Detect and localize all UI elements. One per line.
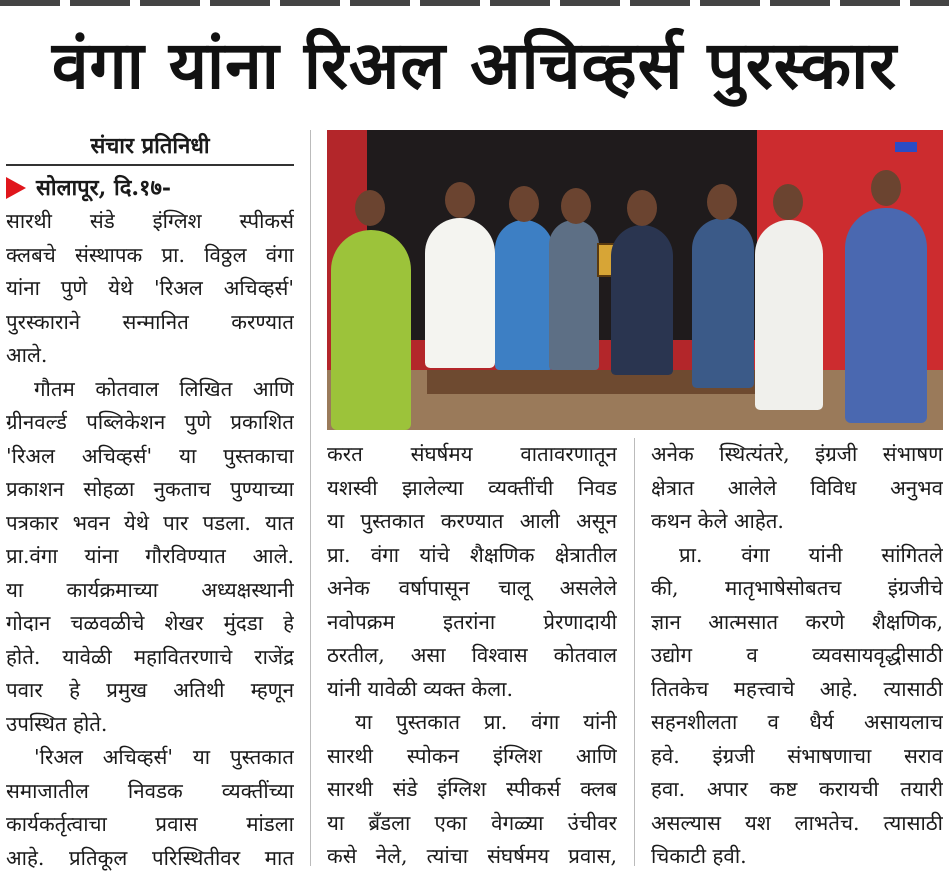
article-line: असल्यास यश लाभतेच. त्यासाठी: [651, 807, 943, 841]
article-line: ठरतील, असा विश्वास कोतवाल: [327, 639, 617, 673]
top-border: [0, 0, 949, 6]
person-5-head: [627, 190, 657, 226]
article-line: प्रा.वंगा यांना गौरविण्यात आले.: [6, 540, 294, 574]
article-line: हवे. इंग्रजी संभाषणाचा सराव: [651, 740, 943, 774]
article-line: कसे नेले, त्यांचा संघर्षमय प्रवास,: [327, 840, 617, 874]
person-6: [692, 218, 754, 388]
person-4: [549, 220, 599, 370]
article-line: होते. यावेळी महावितरणाचे राजेंद्र: [6, 641, 294, 675]
article-line: गौतम कोतवाल लिखित आणि: [6, 373, 294, 407]
headline: वंगा यांना रिअल अचिव्हर्स पुरस्कार: [0, 22, 949, 110]
person-8: [845, 208, 927, 423]
article-line: या कार्यक्रमाच्या अध्यक्षस्थानी: [6, 574, 294, 608]
article-line: प्रकाशन सोहळा नुकताच पुण्याच्या: [6, 473, 294, 507]
person-7: [755, 220, 823, 410]
person-5: [611, 225, 673, 375]
article-line: नवोपक्रम इतरांना प्रेरणादायी: [327, 606, 617, 640]
person-2: [425, 218, 495, 368]
article-line: अनेक वर्षापासून चालू असलेले: [327, 572, 617, 606]
article-line: सारथी संडे इंग्लिश स्पीकर्स क्लब: [327, 773, 617, 807]
article-line: क्षेत्रात आलेले विविध अनुभव: [651, 472, 943, 506]
article-line: कार्यकर्तृत्वाचा प्रवास मांडला: [6, 808, 294, 842]
article-line: पवार हे प्रमुख अतिथी म्हणून: [6, 674, 294, 708]
dateline: [6, 172, 171, 204]
article-line: यशस्वी झालेल्या व्यक्तींची निवड: [327, 472, 617, 506]
article-line: की, मातृभाषेसोबतच इंग्रजीचे: [651, 572, 943, 606]
article-line: सारथी संडे इंग्लिश स्पीकर्स: [6, 205, 294, 239]
article-line: पत्रकार भवन येथे पार पडला. यात: [6, 507, 294, 541]
article-column-2: [327, 438, 617, 874]
article-line: यांनी यावेळी व्यक्त केला.: [327, 673, 617, 707]
person-6-head: [707, 184, 737, 220]
column-divider: [310, 130, 311, 866]
article-line: समाजातील निवडक व्यक्तींच्या: [6, 775, 294, 809]
person-3: [495, 220, 553, 370]
person-8-head: [871, 170, 901, 206]
article-line: कथन केले आहेत.: [651, 505, 943, 539]
article-line: करत संघर्षमय वातावरणातून: [327, 438, 617, 472]
article-line: उद्योग व व्यवसायवृद्धीसाठी: [651, 639, 943, 673]
article-line: या पुस्तकात प्रा. वंगा यांनी: [327, 706, 617, 740]
article-line: चिकाटी हवी.: [651, 840, 943, 874]
article-line: गोदान चळवळीचे शेखर मुंदडा हे: [6, 607, 294, 641]
article-line: ग्रीनवर्ल्ड पब्लिकेशन पुणे प्रकाशित: [6, 406, 294, 440]
article-line: प्रा. वंगा यांचे शैक्षणिक क्षेत्रातील: [327, 539, 617, 573]
article-line: हवा. अपार कष्ट करायची तयारी: [651, 773, 943, 807]
person-3-head: [509, 186, 539, 222]
dateline-text: सोलापूर, दि.१७-: [36, 172, 171, 204]
column-divider: [634, 438, 635, 866]
article-line: आले.: [6, 339, 294, 373]
article-line: सारथी स्पोकन इंग्लिश आणि: [327, 740, 617, 774]
person-2-head: [445, 182, 475, 218]
article-line: 'रिअल अचिव्हर्स' या पुस्तकाचा: [6, 440, 294, 474]
article-line: या ब्रँडला एका वेगळ्या उंचीवर: [327, 807, 617, 841]
article-line: ज्ञान आत्मसात करणे शैक्षणिक,: [651, 606, 943, 640]
article-line: उपस्थित होते.: [6, 708, 294, 742]
article-line: आहे. प्रतिकूल परिस्थितीवर मात: [6, 842, 294, 875]
article-line: अनेक स्थित्यंतरे, इंग्रजी संभाषण: [651, 438, 943, 472]
article-line: 'रिअल अचिव्हर्स' या पुस्तकात: [6, 741, 294, 775]
article-line: तितकेच महत्त्वाचे आहे. त्यासाठी: [651, 673, 943, 707]
article-line: क्लबचे संस्थापक प्रा. विठ्ठल वंगा: [6, 239, 294, 273]
article-column-1: [6, 205, 294, 875]
article-column-3: [651, 438, 943, 874]
person-7-head: [773, 184, 803, 220]
article-photo: [327, 130, 943, 430]
person-1-head: [355, 190, 385, 226]
person-4-head: [561, 188, 591, 224]
article-line: या पुस्तकात करण्यात आली असून: [327, 505, 617, 539]
byline: संचार प्रतिनिधी: [6, 130, 294, 162]
article-line: पुरस्काराने सन्मानित करण्यात: [6, 306, 294, 340]
red-triangle-icon: [6, 177, 26, 199]
byline-divider: [6, 164, 294, 166]
article-line: यांना पुणे येथे 'रिअल अचिव्हर्स': [6, 272, 294, 306]
exit-sign-icon: [895, 142, 917, 152]
article-line: प्रा. वंगा यांनी सांगितले: [651, 539, 943, 573]
article-line: सहनशीलता व धैर्य असायलाच: [651, 706, 943, 740]
person-1: [331, 230, 411, 430]
